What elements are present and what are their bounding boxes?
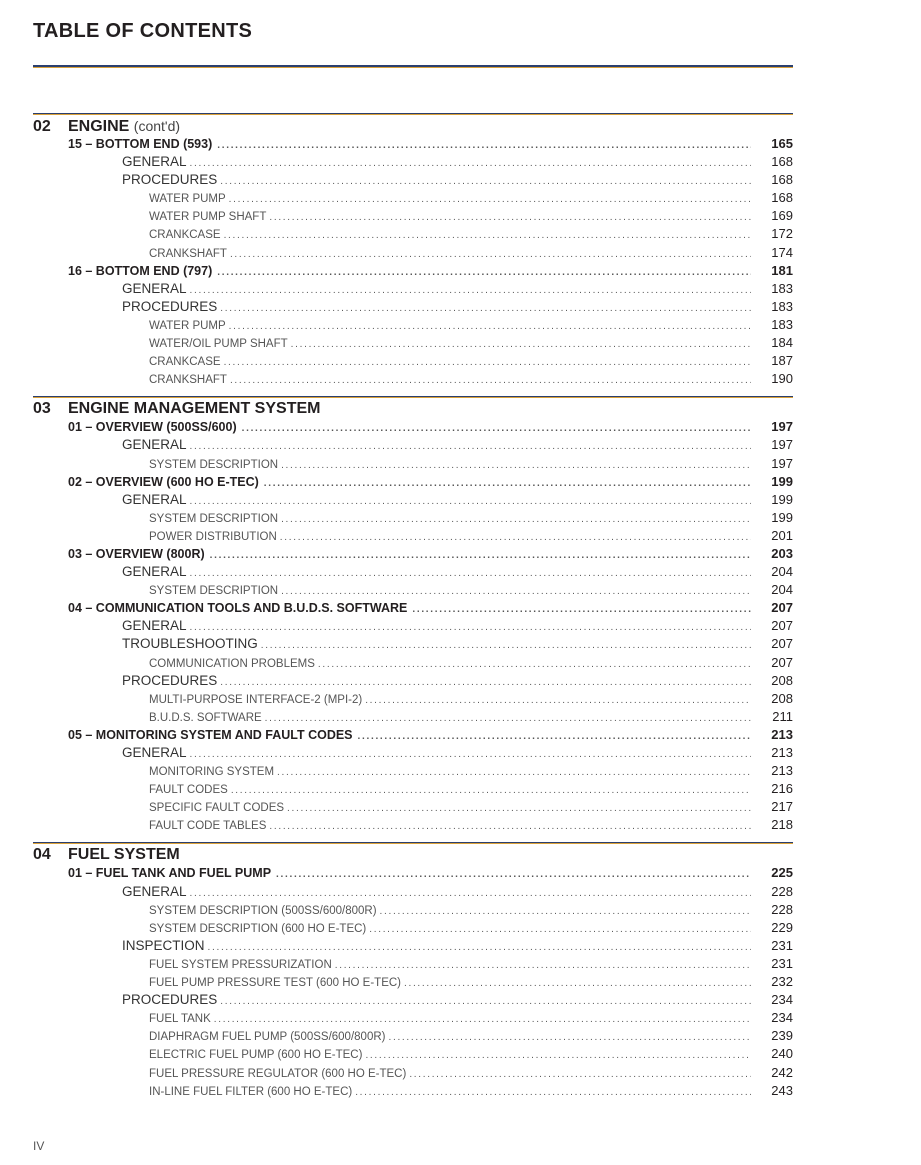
toc-entry[interactable] [33, 455, 793, 473]
toc-entry[interactable] [33, 864, 793, 882]
dot-leader [276, 866, 751, 884]
toc-entry[interactable] [33, 991, 793, 1009]
entry-page-number: 183 [771, 298, 793, 314]
entry-page-number: 240 [771, 1046, 793, 1062]
toc-entry[interactable] [33, 491, 793, 509]
entry-label: DIAPHRAGM FUEL PUMP (500SS/600/800R) [149, 1031, 386, 1044]
entry-page-number: 168 [771, 172, 793, 188]
entry-page-number: 213 [771, 745, 793, 760]
entry-label: 04 – COMMUNICATION TOOLS AND B.U.D.S. SOFTWARE [68, 601, 408, 616]
toc-entry[interactable] [33, 527, 793, 545]
entry-label: FAULT CODES [149, 784, 228, 797]
entry-page-number: 207 [771, 600, 793, 616]
dot-leader [242, 420, 751, 438]
toc-entry[interactable] [33, 280, 793, 298]
entry-page-number: 242 [771, 1064, 793, 1080]
entry-label: SYSTEM DESCRIPTION (500SS/600/800R) [149, 904, 377, 917]
toc-entry[interactable] [33, 901, 793, 919]
entry-label: 01 – OVERVIEW (500SS/600) [68, 420, 237, 435]
dot-leader [230, 372, 751, 390]
toc-entry[interactable] [33, 798, 793, 816]
toc-entry[interactable] [33, 581, 793, 599]
entry-label: TROUBLESHOOTING [122, 636, 258, 652]
entry-label: 15 – BOTTOM END (593) [68, 137, 213, 151]
dot-leader [365, 1047, 751, 1065]
entry-label: 01 – FUEL TANK AND FUEL PUMP [68, 866, 272, 881]
toc-entry[interactable] [33, 744, 793, 762]
entry-label: ELECTRIC FUEL PUMP (600 HO E-TEC) [149, 1049, 363, 1062]
entry-page-number: 225 [771, 865, 793, 881]
entry-page-number: 168 [771, 190, 793, 206]
entry-label: WATER PUMP [149, 319, 226, 332]
toc-entry[interactable] [33, 352, 793, 370]
dot-leader [190, 282, 751, 300]
entry-page-number: 218 [771, 817, 793, 833]
toc-entry[interactable] [33, 316, 793, 334]
entry-label: WATER/OIL PUMP SHAFT [149, 338, 288, 351]
toc-entry[interactable] [33, 726, 793, 744]
page-number: IV [33, 1139, 45, 1153]
toc-entry[interactable] [33, 883, 793, 901]
entry-page-number: 197 [771, 455, 793, 471]
entry-page-number: 213 [771, 763, 793, 779]
section-heading[interactable] [33, 115, 793, 135]
entry-label: GENERAL [122, 883, 187, 899]
section-note: (cont'd) [133, 118, 181, 134]
entry-page-number: 228 [771, 883, 793, 899]
dot-leader [269, 818, 751, 836]
entry-page-number: 231 [771, 955, 793, 971]
entry-page-number: 199 [771, 509, 793, 525]
entry-label: GENERAL [122, 154, 187, 170]
dot-leader [217, 137, 751, 155]
dot-leader [388, 1029, 751, 1047]
dot-leader [264, 475, 751, 493]
toc-entry[interactable] [33, 919, 793, 937]
entry-page-number: 234 [771, 992, 793, 1008]
entry-page-number: 201 [771, 527, 793, 543]
toc-entry[interactable] [33, 1064, 793, 1082]
entry-label: INSPECTION [122, 937, 205, 953]
toc-entry[interactable] [33, 171, 793, 189]
entry-page-number: 217 [771, 799, 793, 815]
entry-page-number: 165 [771, 136, 793, 151]
section-heading[interactable] [33, 844, 793, 864]
entry-page-number: 216 [771, 781, 793, 797]
entry-label: B.U.D.S. SOFTWARE [149, 711, 262, 724]
section-number: 04 [33, 846, 51, 864]
section-number: 02 [33, 118, 51, 135]
toc-entry[interactable] [33, 207, 793, 225]
entry-label: GENERAL [122, 564, 187, 580]
toc-entry[interactable] [33, 780, 793, 798]
entry-page-number: 243 [771, 1082, 793, 1098]
entry-page-number: 229 [771, 919, 793, 935]
entry-label: GENERAL [122, 745, 187, 760]
entry-page-number: 228 [771, 901, 793, 917]
toc-entry[interactable] [33, 973, 793, 991]
toc-entry[interactable] [33, 189, 793, 207]
toc-entry[interactable] [33, 1082, 793, 1100]
dot-leader [190, 746, 751, 764]
dot-leader [287, 800, 751, 818]
entry-page-number: 204 [771, 582, 793, 598]
toc-entry[interactable] [33, 599, 793, 617]
dot-leader [280, 529, 751, 547]
toc-entry[interactable] [33, 955, 793, 973]
toc-entry[interactable] [33, 135, 793, 153]
entry-label: GENERAL [122, 491, 187, 507]
dot-leader [220, 173, 751, 191]
toc-entry[interactable] [33, 617, 793, 635]
entry-label: 05 – MONITORING SYSTEM AND FAULT CODES [68, 727, 353, 742]
toc-entry[interactable] [33, 509, 793, 527]
dot-leader [369, 921, 751, 939]
table-of-contents [33, 113, 793, 1100]
entry-label: PROCEDURES [122, 298, 218, 314]
entry-page-number: 174 [771, 244, 793, 260]
entry-label: WATER PUMP [149, 193, 226, 206]
title-divider [33, 65, 793, 68]
section-heading[interactable] [33, 398, 793, 418]
entry-label: CRANKSHAFT [149, 247, 227, 260]
entry-page-number: 183 [771, 280, 793, 296]
entry-label: SYSTEM DESCRIPTION [149, 458, 279, 471]
dot-leader [190, 438, 751, 456]
entry-page-number: 181 [771, 262, 793, 278]
entry-label: FUEL PUMP PRESSURE TEST (600 HO E-TEC) [149, 977, 401, 990]
toc-entry[interactable] [33, 1009, 793, 1027]
dot-leader [231, 782, 751, 800]
dot-leader [224, 354, 751, 372]
dot-leader [269, 209, 751, 227]
entry-label: PROCEDURES [122, 172, 218, 188]
section-number: 03 [33, 400, 51, 418]
toc-entry[interactable] [33, 635, 793, 653]
dot-leader [190, 565, 751, 583]
entry-label: SYSTEM DESCRIPTION [149, 512, 279, 525]
entry-label: 16 – BOTTOM END (797) [68, 263, 213, 278]
entry-page-number: 168 [771, 154, 793, 170]
entry-page-number: 207 [771, 618, 793, 634]
toc-entry[interactable] [33, 370, 793, 388]
toc-entry[interactable] [33, 672, 793, 690]
entry-page-number: 183 [771, 316, 793, 332]
entry-label: IN-LINE FUEL FILTER (600 HO E-TEC) [149, 1085, 353, 1098]
dot-leader [220, 993, 751, 1011]
entry-page-number: 239 [771, 1028, 793, 1044]
dot-leader [190, 493, 751, 511]
entry-label: GENERAL [122, 437, 187, 453]
page-title: TABLE OF CONTENTS [33, 20, 253, 42]
entry-label: POWER DISTRIBUTION [149, 530, 277, 543]
dot-leader [190, 885, 751, 903]
dot-leader [335, 957, 751, 975]
entry-label: COMMUNICATION PROBLEMS [149, 657, 315, 670]
entry-page-number: 184 [771, 335, 793, 351]
toc-entry[interactable] [33, 708, 793, 726]
entry-page-number: 231 [771, 937, 793, 953]
entry-label: SYSTEM DESCRIPTION [149, 585, 279, 598]
toc-entry[interactable] [33, 816, 793, 834]
dot-leader [224, 227, 751, 245]
entry-page-number: 203 [771, 545, 793, 561]
toc-entry[interactable] [33, 418, 793, 436]
dot-leader [380, 903, 751, 921]
toc-entry[interactable] [33, 334, 793, 352]
toc-entry[interactable] [33, 563, 793, 581]
entry-page-number: 234 [771, 1010, 793, 1026]
toc-entry[interactable] [33, 298, 793, 316]
section-title: FUEL SYSTEM [68, 846, 180, 864]
entry-page-number: 199 [771, 473, 793, 489]
dot-leader [210, 547, 751, 565]
entry-label: FUEL SYSTEM PRESSURIZATION [149, 958, 332, 971]
entry-page-number: 213 [771, 726, 793, 742]
entry-label: PROCEDURES [122, 672, 218, 688]
dot-leader [229, 318, 751, 336]
entry-page-number: 232 [771, 974, 793, 990]
entry-page-number: 169 [771, 208, 793, 224]
dot-leader [281, 511, 751, 529]
dot-leader [355, 1084, 751, 1102]
entry-label: WATER PUMP SHAFT [149, 211, 267, 224]
entry-label: CRANKSHAFT [149, 374, 227, 387]
section-title: ENGINE MANAGEMENT SYSTEM [68, 400, 321, 418]
entry-page-number: 199 [771, 491, 793, 507]
toc-entry[interactable] [33, 762, 793, 780]
entry-label: MULTI-PURPOSE INTERFACE-2 (MPI-2) [149, 693, 363, 706]
entry-label: SYSTEM DESCRIPTION (600 HO E-TEC) [149, 922, 367, 935]
dot-leader [220, 300, 751, 318]
dot-leader [208, 939, 751, 957]
toc-entry[interactable] [33, 654, 793, 672]
entry-label: PROCEDURES [122, 992, 218, 1008]
toc-section [33, 842, 793, 1099]
entry-page-number: 197 [771, 437, 793, 453]
toc-section [33, 113, 793, 388]
dot-leader [277, 764, 751, 782]
entry-label: 03 – OVERVIEW (800R) [68, 546, 205, 561]
entry-page-number: 190 [771, 371, 793, 387]
entry-label: MONITORING SYSTEM [149, 766, 275, 779]
entry-page-number: 187 [771, 353, 793, 369]
entry-page-number: 172 [771, 226, 793, 242]
entry-page-number: 204 [771, 564, 793, 580]
toc-entry[interactable] [33, 473, 793, 491]
toc-section [33, 396, 793, 834]
dot-leader [229, 191, 751, 209]
dot-leader [261, 637, 751, 655]
entry-label: CRANKCASE [149, 229, 221, 242]
dot-leader [190, 619, 751, 637]
dot-leader [190, 155, 751, 173]
toc-entry[interactable] [33, 436, 793, 454]
entry-label: FUEL TANK [149, 1013, 211, 1026]
entry-label: GENERAL [122, 280, 187, 296]
toc-entry[interactable] [33, 244, 793, 262]
dot-leader [214, 1011, 751, 1029]
toc-entry[interactable] [33, 690, 793, 708]
entry-page-number: 207 [771, 636, 793, 652]
dot-leader [409, 1066, 751, 1084]
dot-leader [291, 336, 751, 354]
entry-page-number: 197 [771, 419, 793, 435]
entry-label: CRANKCASE [149, 356, 221, 369]
toc-entry[interactable] [33, 262, 793, 280]
toc-entry[interactable] [33, 545, 793, 563]
entry-label: FUEL PRESSURE REGULATOR (600 HO E-TEC) [149, 1067, 407, 1080]
entry-label: GENERAL [122, 618, 187, 634]
dot-leader [358, 728, 751, 746]
entry-page-number: 211 [772, 708, 793, 724]
entry-page-number: 208 [771, 672, 793, 688]
entry-label: 02 – OVERVIEW (600 HO E-TEC) [68, 474, 259, 489]
entry-page-number: 207 [771, 654, 793, 670]
dot-leader [365, 692, 751, 710]
entry-page-number: 208 [771, 690, 793, 706]
dot-leader [412, 601, 751, 619]
toc-entry[interactable] [33, 937, 793, 955]
dot-leader [404, 975, 751, 993]
dot-leader [281, 457, 751, 475]
toc-entry[interactable] [33, 1027, 793, 1045]
dot-leader [220, 674, 751, 692]
dot-leader [217, 264, 751, 282]
dot-leader [230, 246, 751, 264]
toc-entry[interactable] [33, 225, 793, 243]
entry-label: SPECIFIC FAULT CODES [149, 802, 285, 815]
dot-leader [318, 656, 751, 674]
section-title: ENGINE [68, 118, 130, 135]
entry-label: FAULT CODE TABLES [149, 820, 267, 833]
toc-entry[interactable] [33, 1045, 793, 1063]
toc-entry[interactable] [33, 153, 793, 171]
